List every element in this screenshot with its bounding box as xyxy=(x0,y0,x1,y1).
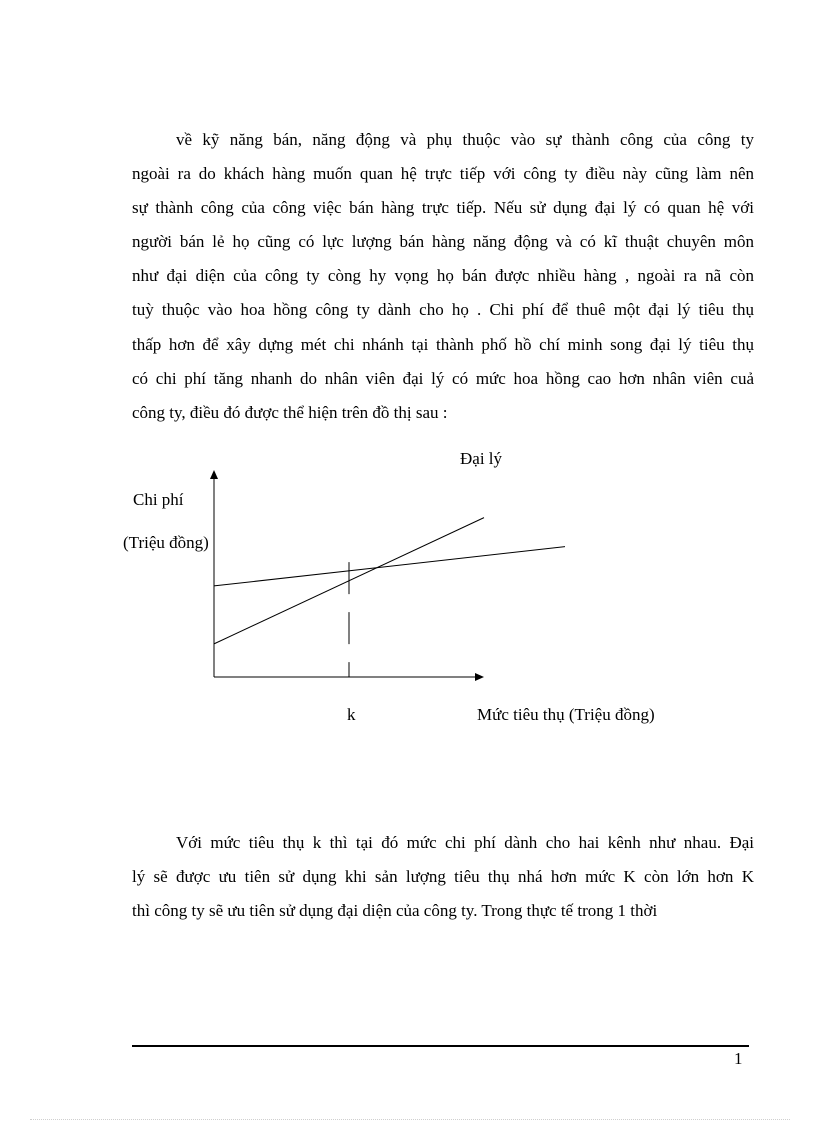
text-line: người bán lẻ họ cũng có lực lượng bán hàng năng động và có kĩ thuật chuyên môn xyxy=(132,232,754,252)
text-line: tuỳ thuộc vào hoa hồng công ty dành cho họ . Chi phí để thuê một đại lý tiêu thụ xyxy=(132,300,754,320)
text-line: thì công ty sẽ ưu tiên sử dụng đại diện của công ty. Trong thực tế trong 1 thời xyxy=(132,901,658,921)
text-line: ngoài ra do khách hàng muốn quan hệ trực tiếp với công ty điều này cũng làm nên xyxy=(132,164,754,184)
text-line: thấp hơn để xây dựng mét chi nhánh tại thành phố hồ chí minh song đại lý tiêu thụ xyxy=(132,334,754,354)
series-label-dai-ly: Đại lý xyxy=(460,449,503,468)
footer-divider xyxy=(132,1045,749,1047)
text-line: có chi phí tăng nhanh do nhân viên đại lý có mức hoa hồng cao hơn nhân viên cuả xyxy=(132,368,754,388)
text-line: về kỹ năng bán, năng động và phụ thuộc vào sự thành công của công ty xyxy=(176,130,754,149)
page-number: 1 xyxy=(734,1049,743,1068)
x-tick-label-k: k xyxy=(347,705,356,724)
y-axis-label-line1: Chi phí xyxy=(133,490,184,509)
body-paragraph-1 xyxy=(132,123,754,430)
text-line: như đại diện của công ty còng hy vọng họ bán được nhiều hàng , ngoài ra nã còn xyxy=(132,266,754,286)
x-axis-label: Mức tiêu thụ (Triệu đồng) xyxy=(477,705,655,724)
y-axis-label-line2: (Triệu đồng) xyxy=(123,533,209,552)
x-axis-arrow xyxy=(475,673,484,681)
cost-chart xyxy=(0,440,816,740)
page-bottom-edge xyxy=(30,1119,790,1120)
text-line: sự thành công của công việc bán hàng trực tiếp. Nếu sử dụng đại lý có quan hệ với xyxy=(132,198,754,218)
chart-plot xyxy=(0,440,816,740)
y-axis-arrow xyxy=(210,470,218,479)
body-paragraph-2 xyxy=(132,826,754,928)
text-line: lý sẽ được ưu tiên sử dụng khi sản lượng tiêu thụ nhá hơn mức K còn lớn hơn K xyxy=(132,867,754,887)
text-line: công ty, điều đó được thể hiện trên đồ thị sau : xyxy=(132,402,448,422)
series-line-chi-nhanh xyxy=(214,547,565,586)
text-line: Với mức tiêu thụ k thì tại đó mức chi phí dành cho hai kênh như nhau. Đại xyxy=(176,833,754,852)
